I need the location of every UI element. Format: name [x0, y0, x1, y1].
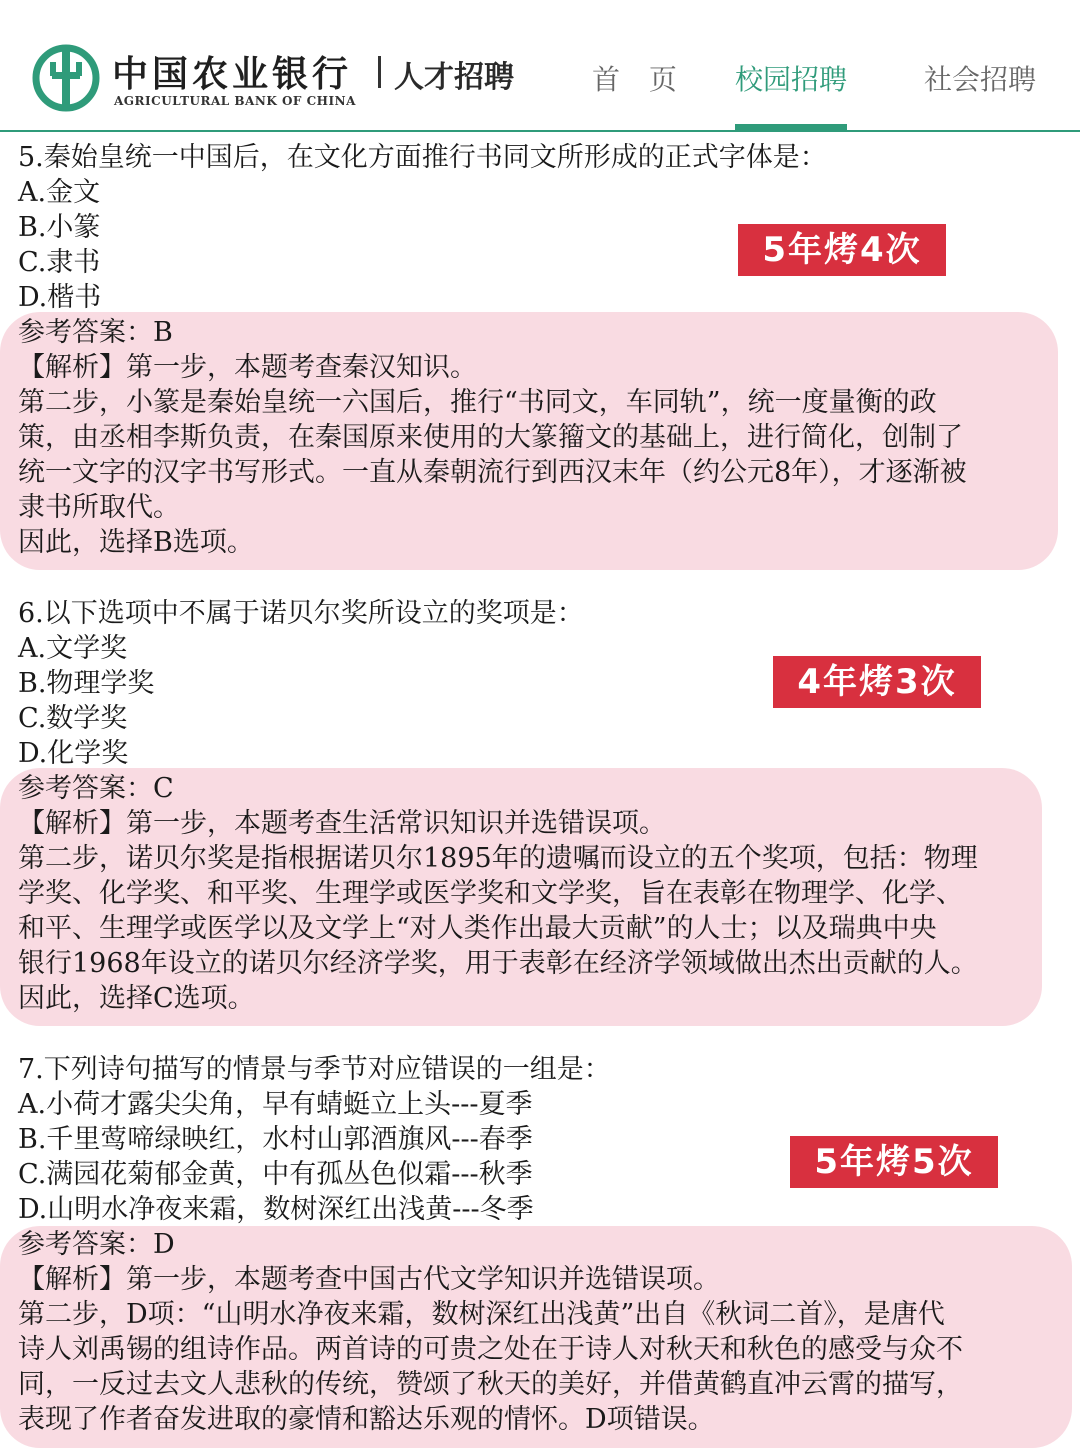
explanation-line: 学奖、化学奖、和平奖、生理学或医学奖和文学奖，旨在表彰在物理学、化学、 — [18, 878, 963, 909]
explanation-line: 统一文字的汉字书写形式。一直从秦朝流行到西汉末年（约公元8年），才逐渐被 — [18, 457, 967, 488]
answer-label: 参考答案：D — [18, 1229, 175, 1260]
explanation-line: 第二步，小篆是秦始皇统一六国后，推行“书同文，车同轨”，统一度量衡的政 — [18, 387, 937, 418]
frequency-badge: 4年烤3次 — [773, 656, 981, 708]
option-c: C.满园花菊郁金黄，中有孤丛色似霜---秋季 — [18, 1159, 533, 1190]
explanation-line: 同，一反过去文人悲秋的传统，赞颂了秋天的美好，并借黄鹤直冲云霄的描写， — [18, 1369, 963, 1400]
explanation-line: 诗人刘禹锡的组诗作品。两首诗的可贵之处在于诗人对秋天和秋色的感受与众不 — [18, 1334, 963, 1365]
option-b: B.千里莺啼绿映红，水村山郭酒旗风---春季 — [18, 1124, 533, 1155]
site-header — [0, 0, 1080, 132]
brand-english-name: AGRICULTURAL BANK OF CHINA — [114, 94, 356, 108]
option-d: D.化学奖 — [18, 738, 129, 769]
abc-logo-icon — [32, 44, 100, 112]
option-d: D.山明水净夜来霜，数树深红出浅黄---冬季 — [18, 1194, 534, 1225]
question-text: 6.以下选项中不属于诺贝尔奖所设立的奖项是： — [18, 598, 584, 629]
option-b: B.物理学奖 — [18, 668, 155, 699]
explanation-line: 隶书所取代。 — [18, 492, 180, 523]
explanation-line: 第二步，诺贝尔奖是指根据诺贝尔1895年的遗嘱而设立的五个奖项，包括：物理 — [18, 843, 978, 874]
question-text: 7.下列诗句描写的情景与季节对应错误的一组是： — [18, 1054, 611, 1085]
explanation-line: 【解析】第一步，本题考查生活常识知识并选错误项。 — [18, 808, 666, 839]
option-b: B.小篆 — [18, 212, 101, 243]
explanation-line: 第二步，D项：“山明水净夜来霜，数树深红出浅黄”出自《秋词二首》，是唐代 — [18, 1299, 945, 1330]
explanation-line: 策，由丞相李斯负责，在秦国原来使用的大篆籀文的基础上，进行简化，创制了 — [18, 422, 963, 453]
answer-label: 参考答案：C — [18, 773, 174, 804]
frequency-badge: 5年烤5次 — [790, 1136, 998, 1188]
brand-divider — [378, 56, 381, 88]
option-d: D.楷书 — [18, 282, 102, 313]
explanation-line: 和平、生理学或医学以及文学上“对人类作出最大贡献”的人士；以及瑞典中央 — [18, 913, 937, 944]
explanation-line: 因此，选择B选项。 — [18, 527, 254, 558]
active-tab-indicator — [735, 124, 847, 130]
nav-social-recruitment[interactable]: 社会招聘 — [924, 63, 1037, 96]
answer-label: 参考答案：B — [18, 317, 173, 348]
explanation-line: 因此，选择C选项。 — [18, 983, 255, 1014]
explanation-line: 表现了作者奋发进取的豪情和豁达乐观的情怀。D项错误。 — [18, 1404, 715, 1435]
option-a: A.小荷才露尖尖角，早有蜻蜓立上头---夏季 — [18, 1089, 533, 1120]
option-a: A.文学奖 — [18, 633, 128, 664]
option-c: C.隶书 — [18, 247, 101, 278]
frequency-badge: 5年烤4次 — [738, 224, 946, 276]
explanation-line: 【解析】第一步，本题考查秦汉知识。 — [18, 352, 477, 383]
option-c: C.数学奖 — [18, 703, 128, 734]
brand-name: 中国农业银行 — [112, 53, 353, 95]
option-a: A.金文 — [18, 177, 101, 208]
nav-campus-recruitment[interactable]: 校园招聘 — [735, 63, 848, 96]
brand-subtitle: 人才招聘 — [394, 60, 514, 95]
nav-home[interactable]: 首 页 — [592, 63, 687, 96]
explanation-line: 银行1968年设立的诺贝尔经济学奖，用于表彰在经济学领域做出杰出贡献的人。 — [18, 948, 978, 979]
explanation-line: 【解析】第一步，本题考查中国古代文学知识并选错误项。 — [18, 1264, 720, 1295]
question-text: 5.秦始皇统一中国后，在文化方面推行书同文所形成的正式字体是： — [18, 142, 827, 173]
